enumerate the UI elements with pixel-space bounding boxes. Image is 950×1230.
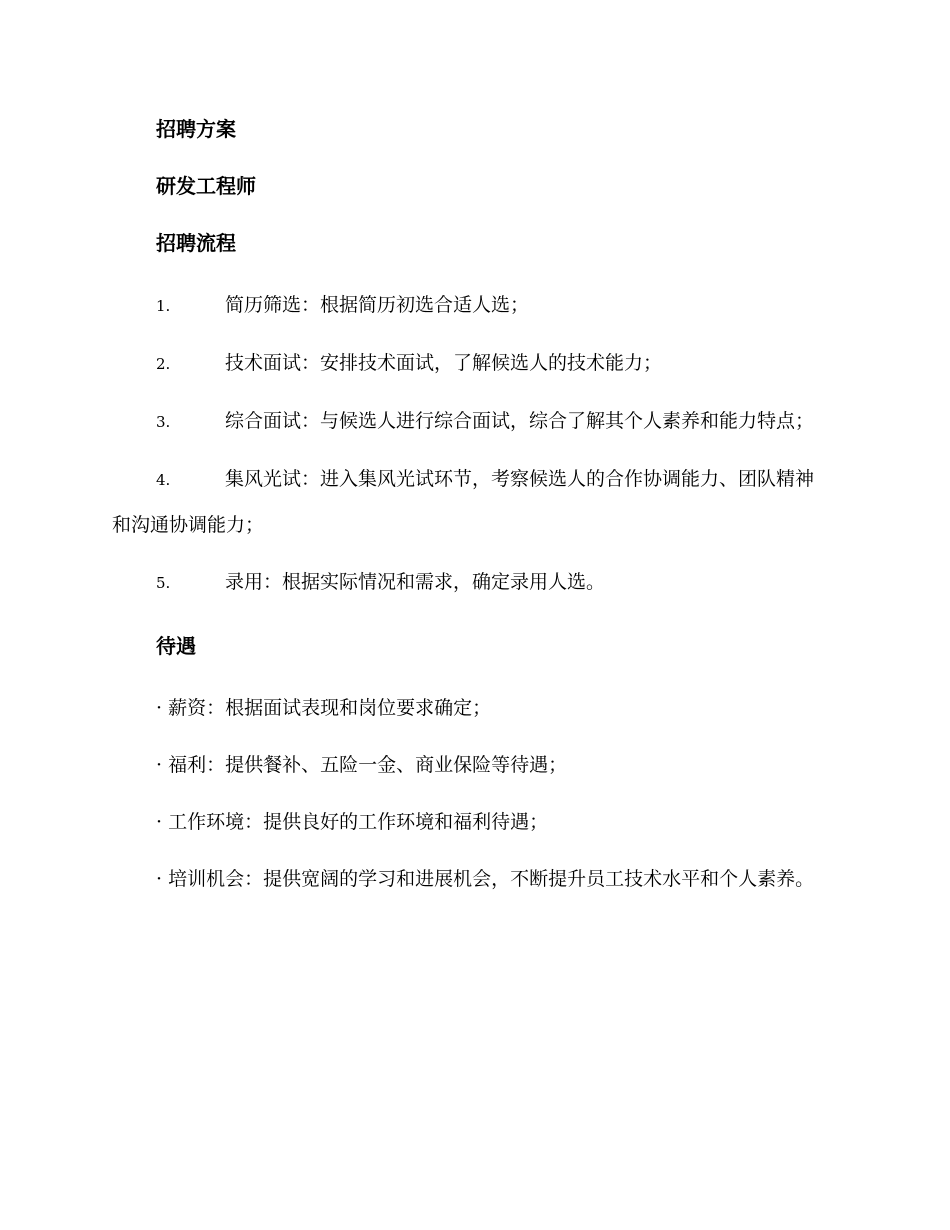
step-number: 2. [156,355,171,373]
step-text: 集风光试：进入集风光试环节，考察候选人的合作协调能力、团队精神和沟通协调能力； [112,468,815,536]
benefit-welfare: · 福利：提供餐补、五险一金、商业保险等待遇； [156,754,568,776]
step-text: 综合面试：与候选人进行综合面试，综合了解其个人素养和能力特点； [225,410,815,432]
process-step-2 [112,341,832,387]
benefit-work-environment: · 工作环境：提供良好的工作环境和福利待遇； [156,811,549,833]
process-step-4 [112,457,832,548]
step-text: 简历筛选：根据简历初选合适人选； [225,294,530,316]
benefits-list [112,686,832,902]
process-step-5 [112,560,832,606]
position-title: 研发工程师 [156,174,256,198]
step-text: 技术面试：安排技术面试，了解候选人的技术能力； [225,352,663,374]
document-title: 招聘方案 [156,117,236,141]
step-number: 4. [156,471,171,489]
step-text: 录用：根据实际情况和需求，确定录用人选。 [225,571,606,593]
process-step-3 [112,399,832,445]
step-number: 5. [156,574,171,592]
benefits-heading: 待遇 [156,634,196,658]
process-step-1 [112,283,832,329]
process-heading: 招聘流程 [156,231,236,255]
step-number: 1. [156,297,171,315]
step-number: 3. [156,413,171,431]
benefit-training: · 培训机会：提供宽阔的学习和进展机会，不断提升员工技术水平和个人素养。 [156,868,815,890]
process-steps [112,283,832,606]
benefit-salary: · 薪资：根据面试表现和岗位要求确定； [156,697,492,719]
